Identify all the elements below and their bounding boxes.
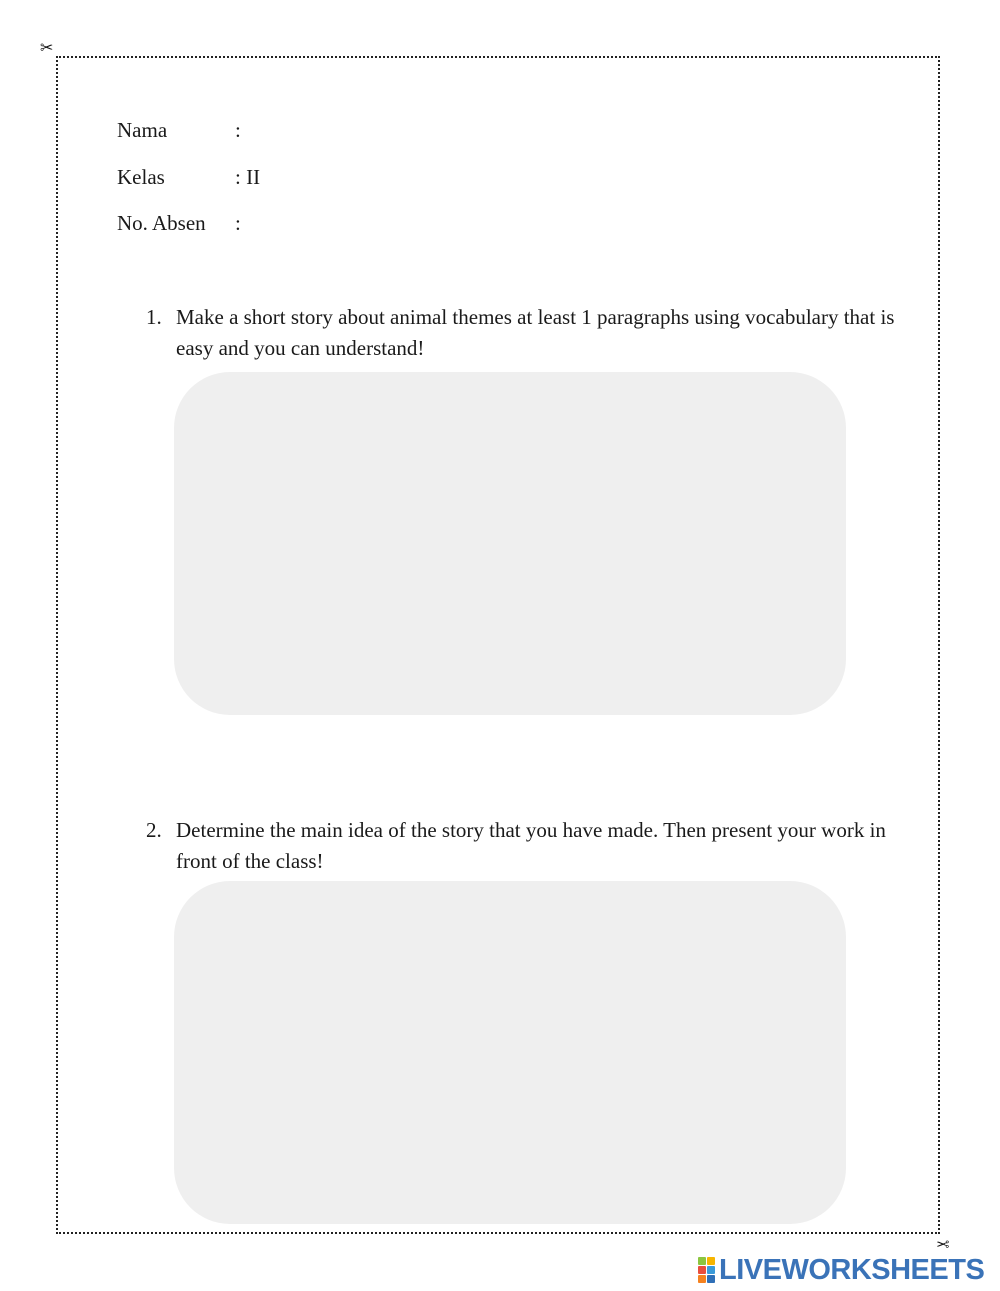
absen-field-row bbox=[117, 211, 241, 235]
class-label: Kelas bbox=[117, 165, 165, 189]
answer-box-2[interactable] bbox=[174, 881, 846, 1224]
question-text: Determine the main idea of the story that you have made. Then present your work in front of the class! bbox=[176, 818, 886, 873]
question-text: Make a short story about animal themes at least 1 paragraphs using vocabulary that is easy and you can understand! bbox=[176, 305, 895, 360]
question-number: 2. bbox=[146, 818, 162, 842]
name-value: : bbox=[235, 118, 241, 142]
class-value: : II bbox=[235, 165, 261, 189]
question-2 bbox=[146, 815, 906, 877]
brand-name: LIVEWORKSHEETS bbox=[719, 1253, 985, 1286]
scissors-icon: ✂ bbox=[936, 1235, 950, 1254]
absen-value: : bbox=[235, 211, 241, 235]
answer-box-1[interactable] bbox=[174, 372, 846, 715]
name-label: Nama bbox=[117, 118, 168, 142]
liveworksheets-brand bbox=[698, 1253, 985, 1286]
question-number: 1. bbox=[146, 305, 162, 329]
class-field-row bbox=[117, 165, 260, 189]
name-field-row bbox=[117, 118, 241, 142]
question-1 bbox=[146, 302, 906, 364]
liveworksheets-logo-icon bbox=[698, 1257, 715, 1283]
scissors-icon: ✂ bbox=[40, 38, 54, 57]
absen-label: No. Absen bbox=[117, 211, 206, 235]
